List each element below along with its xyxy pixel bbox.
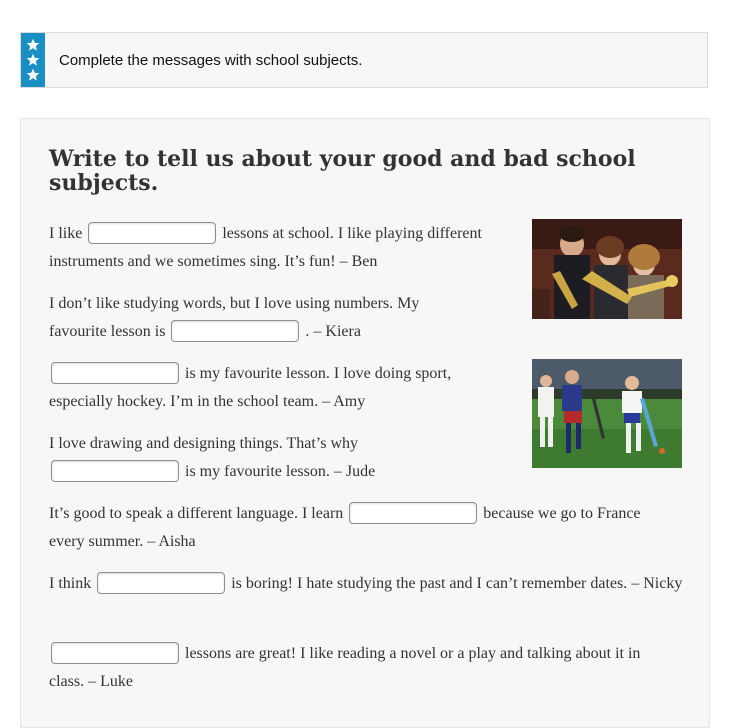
exercise-panel xyxy=(20,118,710,728)
answer-input-4[interactable] xyxy=(51,460,179,482)
sentence-text: I love drawing and designing things. That’s why xyxy=(49,435,358,452)
sentence-text: . – Kiera xyxy=(305,323,361,340)
answer-input-7[interactable] xyxy=(51,642,179,664)
sentence-aisha xyxy=(49,500,649,556)
star-icon xyxy=(26,38,40,52)
star-icon xyxy=(26,68,40,82)
sentence-amy xyxy=(49,360,489,416)
sentence-text: is my favourite lesson. – Jude xyxy=(185,463,376,480)
sentence-text: because we go to France every summer. – Aisha xyxy=(49,505,641,550)
sentence-ben xyxy=(49,220,519,276)
sentence-text: I don’t like studying words, but I love using numbers. My favourite lesson is xyxy=(49,295,420,340)
answer-input-5[interactable] xyxy=(349,502,477,524)
instruction-text: Complete the messages with school subjects. xyxy=(59,51,363,69)
answer-input-1[interactable] xyxy=(88,222,216,244)
sentence-text: is my favourite lesson. I love doing sport, especially hockey. I’m in the school team. – Amy xyxy=(49,365,452,410)
sentence-text: I think xyxy=(49,575,92,592)
sentence-text: is boring! I hate studying the past and I can’t remember dates. – Nicky xyxy=(231,575,683,592)
answer-input-2[interactable] xyxy=(171,320,299,342)
sentence-text: lessons at school. I like playing different instruments and we sometimes sing. It’s fun! – Ben xyxy=(49,225,482,270)
school-band-photo xyxy=(532,219,682,319)
difficulty-stars xyxy=(21,33,45,87)
sentence-text: It’s good to speak a different language. I learn xyxy=(49,505,344,522)
sentence-jude xyxy=(49,430,409,486)
exercise-heading: Write to tell us about your good and bad school subjects. xyxy=(49,146,636,196)
sentence-text: I like xyxy=(49,225,83,242)
answer-input-6[interactable] xyxy=(97,572,225,594)
star-icon xyxy=(26,53,40,67)
sentence-kiera xyxy=(49,290,469,346)
sentence-luke xyxy=(49,640,679,696)
sentence-nicky xyxy=(49,570,689,598)
instruction-box xyxy=(20,32,708,88)
sentence-text: lessons are great! I like reading a novel or a play and talking about it in class. – Luke xyxy=(49,645,641,690)
hockey-players-photo xyxy=(532,359,682,468)
answer-input-3[interactable] xyxy=(51,362,179,384)
